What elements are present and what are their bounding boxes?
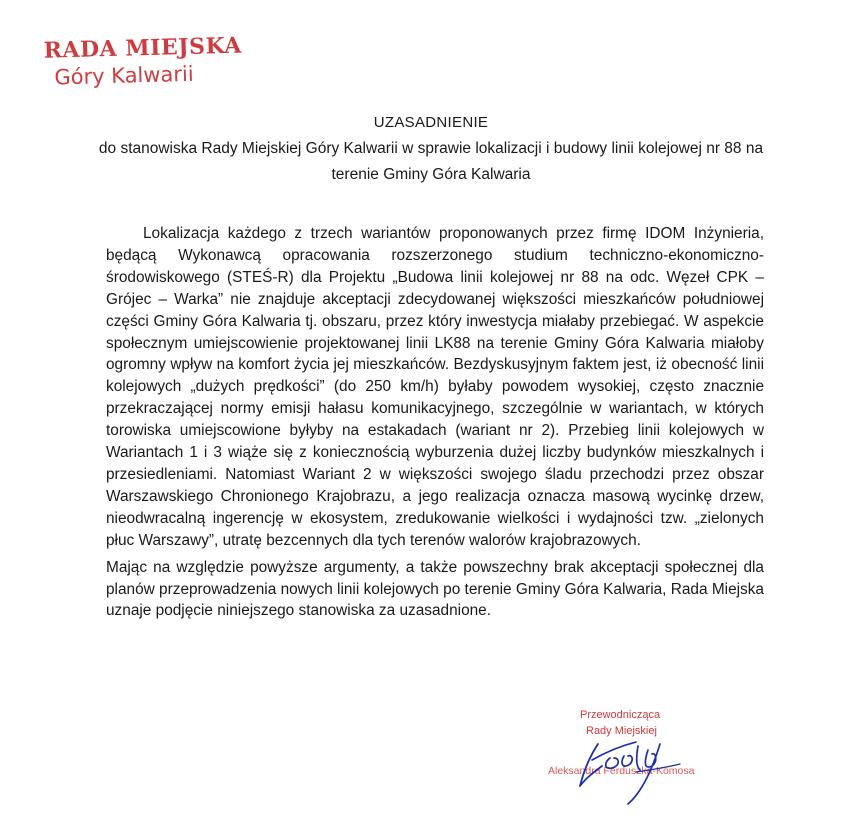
signature-block: [540, 700, 740, 810]
document-title: UZASADNIENIE: [373, 114, 489, 131]
document-subtitle: do stanowiska Rady Miejskiej Góry Kalwarii w sprawie lokalizacji i budowy linii kolejowej nr 88 na terenie Gminy Góra Kalwaria: [98, 140, 764, 183]
handwritten-signature-icon: [540, 700, 740, 810]
signature-role-line-2: Rady Miejskiej: [586, 725, 657, 737]
body-paragraph-1: Lokalizacja każdego z trzech wariantów proponowanych przez firmę IDOM Inżynieria, będącą Wykonawcą opracowania rozszerzonego studium techniczno-ekonomiczno-środowiskowego (STEŚ-R) dla Projektu „Budowa linii kolejowej nr 88 na odc. Węzeł CPK – Grójec – Warka” nie znajduje akceptacji zdecydowanej większości mieszkańców południowej części Gminy Góra Kalwaria tj. obszaru, przez który inwestycja miałaby przebiegać. W aspekcie społecznym umiejscowienie projektowanej linii LK88 na terenie Gminy Góra Kalwaria miałoby ogromny wpływ na komfort życia jej mieszkańców. Bezdyskusyjnym faktem jest, iż obecność linii kolejowych „dużych prędkości” (do 250 km/h) byłaby powodem wysokiej, często znacznie przekraczającej normy emisji hałasu komunikacyjnego, szczególnie w wariantach, w których torowiska umiejscowione byłyby na estakadach (wariant nr 2). Przebieg linii kolejowych w Wariantach 1 i 3 wiąże się z koniecznością wyburzenia dużej liczby budynków mieszkalnych i przesiedleniami. Natomiast Wariant 2 w większości swojego śladu przechodzi przez obszar Warszawskiego Chronionego Krajobrazu, a jego realizacja oznacza masową wycinkę drzew, nieodwracalną ingerencję w ekosystem, zredukowanie wielkości i wydajności tzw. „zielonych płuc Warszawy”, utratę bezcennych dla tych terenów walorów krajobrazowych.: [106, 225, 764, 549]
stamp-line-town: Góry Kalwarii: [54, 61, 194, 90]
document-body: [106, 223, 764, 622]
signature-role-line-1: Przewodnicząca: [580, 709, 661, 721]
council-stamp: [43, 31, 254, 90]
stamp-line-council: RADA MIEJSKA: [43, 32, 243, 64]
body-paragraph-2: Mając na względzie powyższe argumenty, a także powszechny brak akceptacji społecznej dla planów przeprowadzenia nowych linii kolejowych po terenie Gminy Góra Kalwaria, Rada Miejska uznaje podjęcie niniejszego stanowiska za uzasadnione.: [106, 558, 764, 620]
signature-name: Aleksandra Ferduszka-Komosa: [548, 765, 695, 777]
document-heading: [0, 110, 862, 188]
